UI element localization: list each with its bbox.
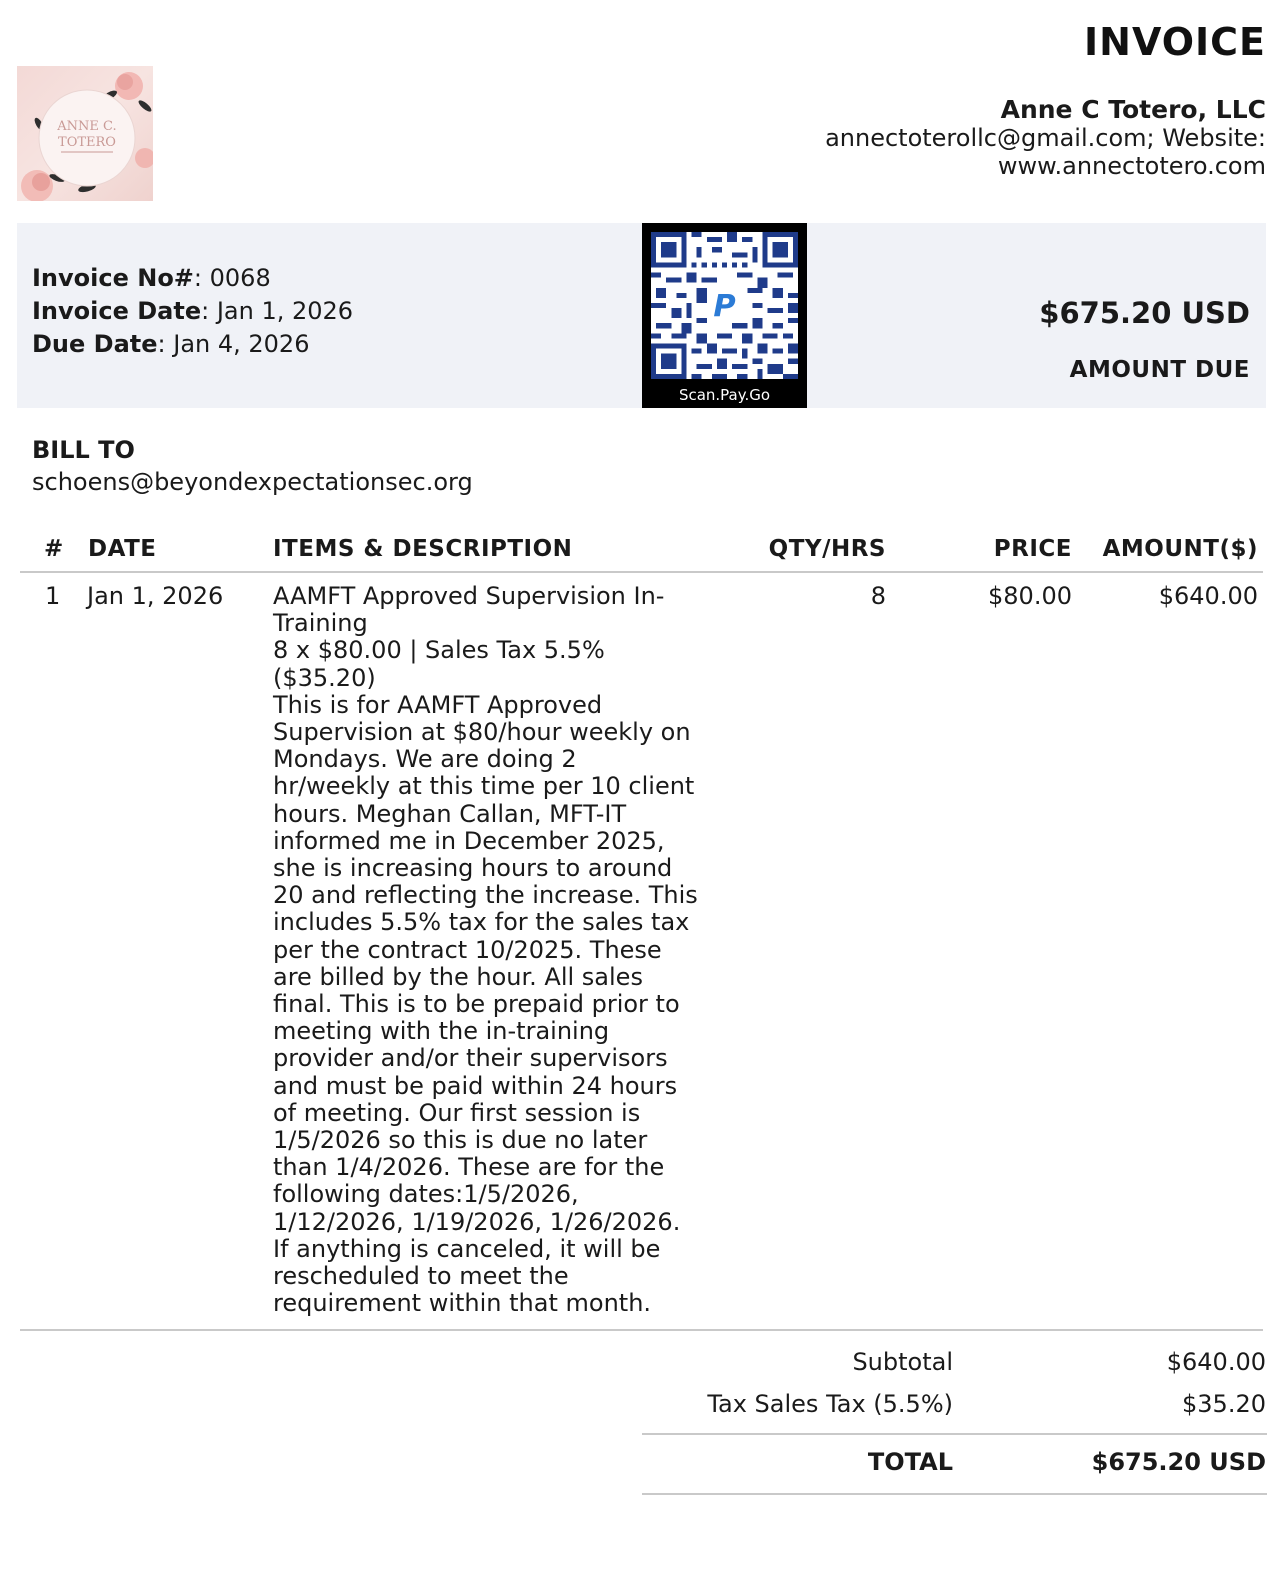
col-header-number: # — [44, 536, 64, 562]
amount-due-value: $675.20 USD — [1039, 296, 1250, 330]
invoice-meta — [32, 262, 353, 361]
company-logo — [17, 66, 153, 201]
paypal-qr-code-icon — [651, 232, 798, 379]
row-qty: 8 — [870, 582, 886, 610]
row-description: AAMFT Approved Supervision In- Training 8 x $80.00 | Sales Tax 5.5% ($35.20) This is for AAMFT Approved Supervision at $80/hour weekly on Mondays. We are doing 2 hr/weekly at this time per 10 client hours. Meghan Callan, MFT-IT informed me in December 2025, she is increasing hours to around 20 and reflecting the increase. This includes 5.5% tax for the sales tax per the contract 10/2025. These are billed by the hour. All sales final. This is to be prepaid prior to meeting with the in-training provider and/or their supervisors and must be paid within 24 hours of meeting. Our first session is 1/5/2026 so this is due no later than 1/4/2026. These are for the following dates:1/5/2026, 1/12/2026, 1/19/2026, 1/26/2026. If anything is canceled, it will be rescheduled to meet the requirement within that month. — [273, 582, 698, 1318]
table-header-divider — [20, 571, 1263, 573]
row-date: Jan 1, 2026 — [87, 582, 224, 610]
due-date: Jan 4, 2026 — [173, 330, 310, 358]
row-price: $80.00 — [988, 582, 1072, 610]
bill-to-label: BILL TO — [32, 436, 135, 464]
invoice-number: 0068 — [209, 264, 271, 292]
amount-due-label: AMOUNT DUE — [1069, 357, 1250, 383]
rose-circle-logo-icon — [17, 66, 153, 201]
col-header-amount: AMOUNT($) — [1102, 536, 1258, 562]
company-info — [825, 96, 1266, 180]
totals-bottom-divider — [642, 1493, 1267, 1495]
totals-divider — [642, 1433, 1267, 1435]
total-value: $675.20 USD — [1091, 1448, 1266, 1476]
col-header-description: ITEMS & DESCRIPTION — [273, 536, 573, 562]
due-date-row: Due Date: Jan 4, 2026 — [32, 330, 310, 358]
payment-qr-code[interactable] — [642, 223, 807, 408]
bill-to-email: schoens@beyondexpectationsec.org — [32, 468, 473, 496]
company-contact-line-1: annectoterollc@gmail.com; Website: — [825, 124, 1266, 152]
row-amount: $640.00 — [1158, 582, 1258, 610]
company-name: Anne C Totero, LLC — [1000, 95, 1266, 124]
table-bottom-divider — [20, 1329, 1263, 1331]
invoice-date: Jan 1, 2026 — [216, 297, 354, 325]
svg-text:TOTERO: TOTERO — [58, 135, 116, 150]
company-website[interactable]: www.annectotero.com — [997, 152, 1266, 180]
svg-text:ANNE C.: ANNE C. — [57, 119, 117, 134]
total-label: TOTAL — [867, 1448, 953, 1476]
qr-caption: Scan.Pay.Go — [678, 386, 771, 404]
tax-value: $35.20 — [1182, 1390, 1266, 1418]
row-number: 1 — [45, 582, 61, 610]
subtotal-label: Subtotal — [852, 1348, 953, 1376]
invoice-date-row: Invoice Date: Jan 1, 2026 — [32, 297, 354, 325]
invoice-title: INVOICE — [1084, 20, 1266, 64]
invoice-number-row: Invoice No#: 0068 — [32, 264, 271, 292]
col-header-date: DATE — [88, 536, 157, 562]
svg-text:P: P — [713, 289, 736, 325]
subtotal-value: $640.00 — [1166, 1348, 1266, 1376]
col-header-price: PRICE — [993, 536, 1072, 562]
tax-label: Tax Sales Tax (5.5%) — [707, 1390, 953, 1418]
col-header-qty: QTY/HRS — [768, 536, 886, 562]
